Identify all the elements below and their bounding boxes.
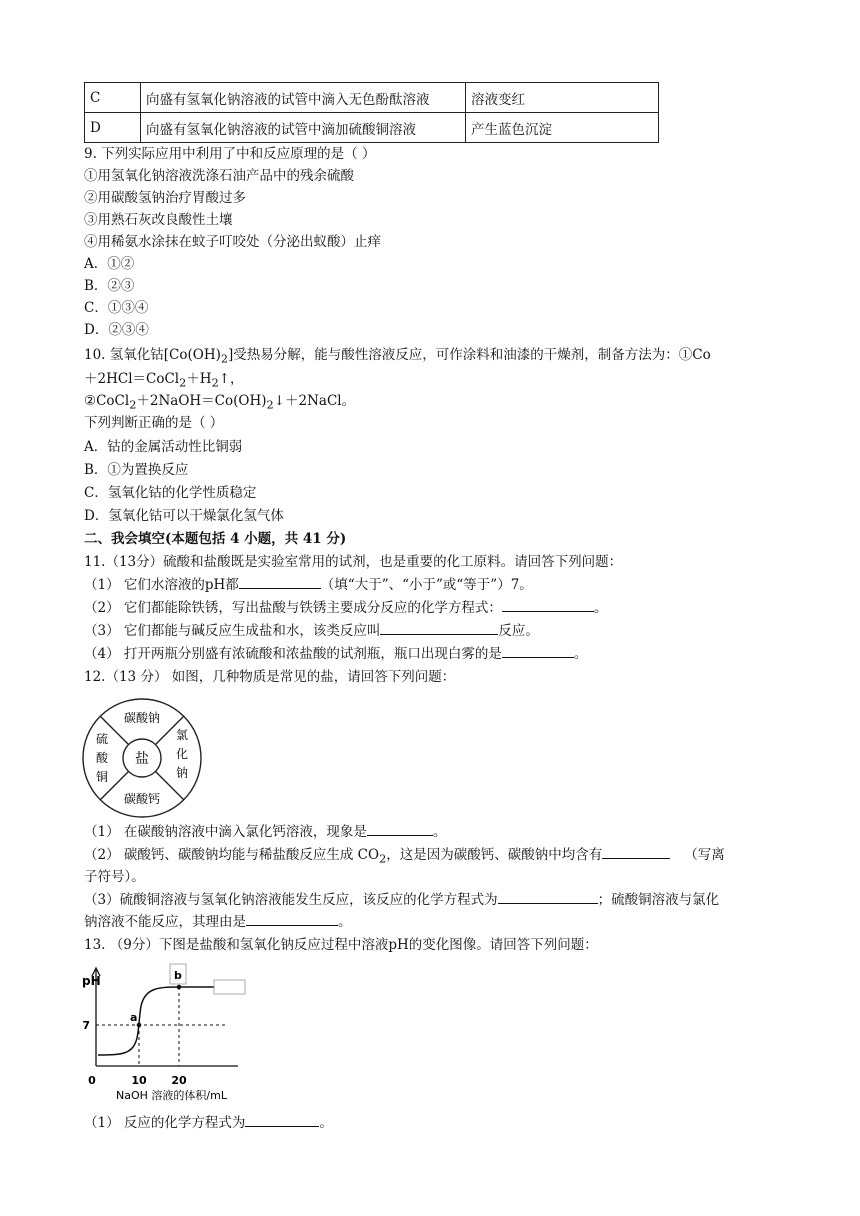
text: （1） 它们水溶液的pH都 [84,577,239,593]
answer-blank[interactable] [502,643,574,658]
wheel-left-label: 酸 [95,751,109,765]
wheel-left-label: 硫 [95,732,109,746]
answer-blank[interactable] [367,821,433,836]
q10-ask: 下列判断正确的是（ ） [84,415,224,431]
q10-stem-line1 [84,344,711,371]
q11-stem: 11.（13分）硫酸和盐酸既是实验室常用的试剂，也是重要的化工原料。请回答下列问题： [84,554,623,570]
text: ＋H [186,371,212,387]
text: ②CoCl [84,393,130,409]
q9-option: D．②③④ [84,322,149,338]
text: 。 [593,600,608,616]
text: 。 [338,914,352,930]
ph-chart [78,958,258,1108]
q11-sub4 [84,643,587,665]
answer-blank[interactable] [245,1112,319,1127]
wheel-right-label: 氯 [175,728,189,742]
text: ]受热易分解，能与酸性溶液反应，可作涂料和油漆的干燥剂，制备方法为：①Co [228,347,711,363]
section-heading: 二、我会填空(本题包括 4 小题，共 41 分) [84,531,347,547]
q12-sub2 [84,844,725,871]
wheel-right-label: 化 [175,747,189,761]
table-cell: 向盛有氢氧化钠溶液的试管中滴加硫酸铜溶液 [141,113,466,143]
text: 。 [432,824,447,840]
text: （写离 [684,847,725,863]
x-tick-label: 0 [88,1074,96,1087]
x-tick-label: 20 [171,1074,187,1087]
text: 。 [319,1115,333,1131]
q9-item: ①用氢氧化钠溶液洗涤石油产品中的残余硫酸 [84,168,354,184]
x-tick-label: 10 [131,1074,147,1087]
wheel-top-label: 碳酸钠 [123,711,161,725]
wheel-center-label: 盐 [135,751,149,767]
q9-option: A．①② [84,256,135,272]
table-cell: 溶液变红 [466,83,659,113]
text: （2） 它们都能除铁锈，写出盐酸与铁锈主要成分反应的化学方程式： [84,600,502,616]
table-row [85,113,659,143]
table-cell: C [85,83,141,113]
text: （1） 在碳酸钠溶液中滴入氯化钙溶液，现象是 [84,824,367,840]
subscript: 2 [266,398,274,412]
q9-item: ④用稀氨水涂抹在蚊子叮咬处（分泌出蚁酸）止痒 [84,234,381,250]
q10-option: A．钴的金属活动性比铜弱 [84,439,243,455]
q11-sub2 [84,597,607,619]
text: 10. 氢氧化钴[Co(OH) [84,347,221,363]
table-cell: D [85,113,141,143]
table-cell: 向盛有氢氧化钠溶液的试管中滴入无色酚酞溶液 [141,83,466,113]
answer-blank[interactable] [602,844,670,859]
q10-option: D．氢氧化钴可以干燥氯化氢气体 [84,508,284,524]
q11-sub1 [84,574,533,596]
q13-stem: 13. （9分）下图是盐酸和氢氧化钠反应过程中溶液pH的变化图像。请回答下列问题： [84,937,598,953]
q9-item: ②用碳酸氢钠治疗胃酸过多 [84,190,246,206]
answer-box [214,980,245,994]
q9-stem: 9. 下列实际应用中利用了中和反应原理的是（ ） [84,146,376,162]
table-row [85,83,659,113]
q10-option: B．①为置换反应 [84,462,189,478]
text: 反应。 [498,623,539,639]
q13-sub1 [84,1112,333,1134]
subscript: 2 [179,376,187,390]
q9-item: ③用熟石灰改良酸性土壤 [84,212,233,228]
y-tick-label: 7 [82,1019,90,1032]
text: ↓＋2NaCl。 [273,393,356,409]
q12-stem: 12.（13 分） 如图，几种物质是常见的盐，请回答下列问题： [84,669,456,685]
ph-curve-series [98,987,214,1055]
text: （3）硫酸铜溶液与氢氧化钠溶液能发生反应，该反应的化学方程式为 [84,892,498,908]
x-axis-label: NaOH 溶液的体积/mL [116,1089,227,1102]
text: 。 [573,646,588,662]
y-axis-label: pH [82,974,101,988]
text: （填“大于”、“小于”或“等于”）7。 [320,577,533,593]
text: ＋2HCl＝CoCl [84,371,180,387]
answer-blank[interactable] [502,597,594,612]
text: ＋2NaOH＝Co(OH) [136,393,267,409]
q12-sub3 [84,889,719,911]
table-cell: 产生蓝色沉淀 [466,113,659,143]
text: （2） 碳酸钙、碳酸钠均能与稀盐酸反应生成 CO [84,847,380,863]
q9-option: B．②③ [84,278,135,294]
answer-blank[interactable] [380,620,498,635]
subscript: 2 [379,852,387,866]
q12-sub2-cont: 子符号）。 [84,869,145,885]
subscript: 2 [211,376,219,390]
text: ；硫酸铜溶液与氯化 [597,892,720,908]
point-a-label: a [130,1011,138,1024]
text: （4） 打开两瓶分别盛有浓硫酸和浓盐酸的试剂瓶，瓶口出现白雾的是 [84,646,502,662]
wheel-left-label: 铜 [95,770,109,784]
subscript: 2 [129,398,137,412]
q10-option: C．氢氧化钴的化学性质稳定 [84,485,257,501]
q12-sub3-cont [84,911,352,933]
text: ↑， [218,371,244,387]
q12-sub1 [84,821,446,843]
answer-blank[interactable] [498,889,598,904]
subscript: 2 [220,352,229,366]
q9-option: C．①③④ [84,300,149,316]
text: （3） 它们都能与碱反应生成盐和水，该类反应叫 [84,623,381,639]
answer-blank[interactable] [239,574,321,589]
wheel-bottom-label: 碳酸钙 [123,792,161,806]
point-b-label: b [174,969,182,982]
text: ，这是因为碳酸钙、碳酸钠中均含有 [386,847,603,863]
wheel-right-label: 钠 [175,766,189,780]
text: 钠溶液不能反应，其理由是 [84,914,246,930]
text: （1） 反应的化学方程式为 [84,1115,246,1131]
point-b [177,985,182,990]
q11-sub3 [84,620,539,642]
salt-wheel-diagram [80,696,204,820]
options-table [84,82,659,143]
answer-blank[interactable] [246,911,338,926]
